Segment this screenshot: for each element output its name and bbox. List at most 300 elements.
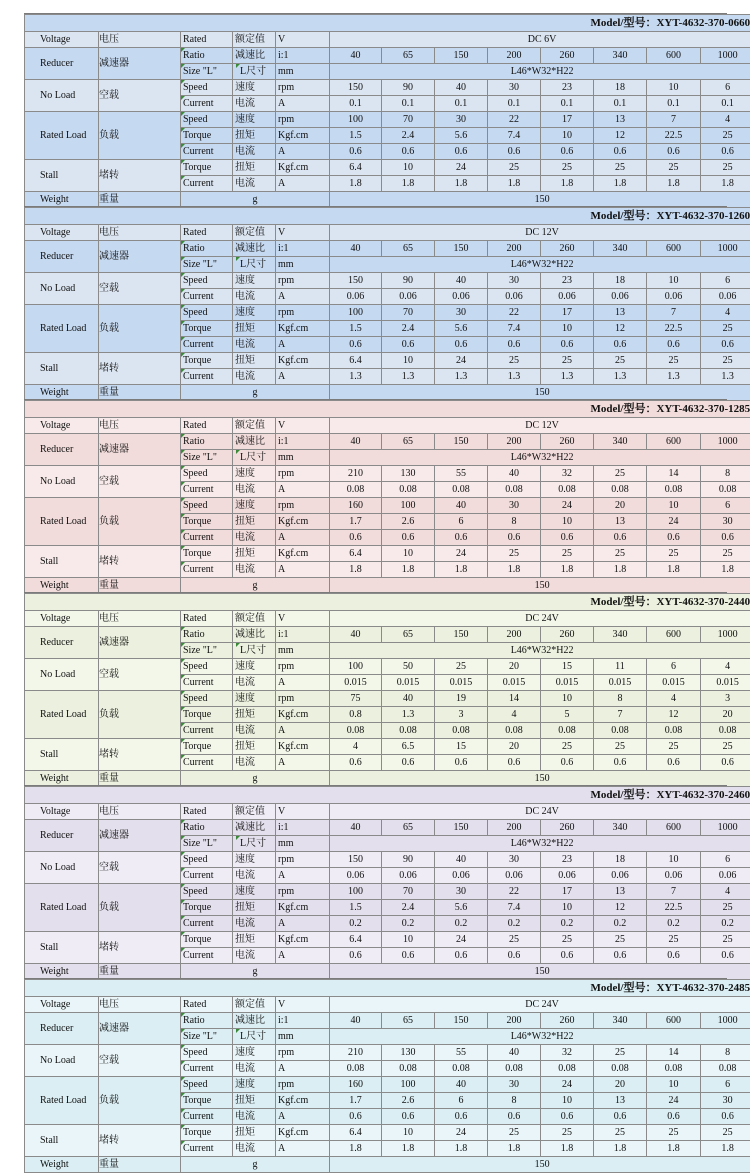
rated-current-cell: 0.08 [541, 723, 594, 739]
param-speed_param [181, 80, 233, 96]
noload-current-cell: 0.06 [541, 868, 594, 884]
unit-v: V [276, 32, 330, 48]
row-label-voltage: Voltage [25, 997, 99, 1013]
comment-marker-icon [181, 337, 185, 341]
noload-speed-cell: 40 [435, 273, 488, 289]
unit-kgfcm: Kgf.cm [276, 514, 330, 530]
stall-torque-cell: 20 [488, 739, 541, 755]
stall-torque-cell: 4 [330, 739, 382, 755]
stall-torque-cell: 10 [382, 160, 435, 176]
ratio-cell: 1000 [701, 627, 750, 643]
rated-speed-cell: 4 [647, 691, 701, 707]
unit-mm: mm [276, 257, 330, 273]
rated-current-cell: 0.08 [435, 723, 488, 739]
unit-a: A [276, 723, 330, 739]
param-speed_param [181, 1077, 233, 1093]
row-label-weight: Weight [25, 578, 99, 594]
comment-marker-icon [181, 450, 185, 454]
size-value: L46*W32*H22 [330, 450, 750, 466]
unit-a: A [276, 144, 330, 160]
rated-speed-cell: 100 [330, 305, 382, 321]
param-current_param [181, 562, 233, 578]
noload-current-cell: 0.015 [488, 675, 541, 691]
noload-speed-cell: 11 [594, 659, 647, 675]
noload-speed-cell: 55 [435, 466, 488, 482]
param-label: Current [183, 532, 214, 543]
param-label: Current [183, 918, 214, 929]
param-label: Speed [183, 854, 208, 865]
comment-marker-icon [181, 723, 185, 727]
comment-marker-icon [181, 627, 185, 631]
rated-speed-cell: 10 [647, 498, 701, 514]
comment-marker-icon [181, 932, 185, 936]
row-label-reducer-cn: 减速器 [99, 434, 181, 466]
comment-marker-icon [181, 112, 185, 116]
model-block [24, 13, 750, 207]
comment-marker-icon [181, 369, 185, 373]
param-ratio_param [181, 48, 233, 64]
stall-torque-cell: 25 [594, 160, 647, 176]
row-label-stall-cn: 堵转 [99, 1125, 181, 1157]
stall-current-cell: 1.3 [330, 369, 382, 385]
model-title: Model/型号：XYT-4632-370-1285 [25, 401, 750, 418]
unit-rpm: rpm [276, 80, 330, 96]
noload-speed-cell: 100 [330, 659, 382, 675]
rated-current-cell: 0.6 [647, 144, 701, 160]
stall-current-cell: 1.8 [382, 1141, 435, 1157]
row-label-rated: Rated Load [25, 1077, 99, 1125]
rated-speed-cell: 4 [701, 884, 750, 900]
rated-torque-cell: 25 [701, 321, 750, 337]
ratio-cell: 600 [647, 1013, 701, 1029]
unit-kgfcm: Kgf.cm [276, 739, 330, 755]
noload-speed-cell: 130 [382, 466, 435, 482]
ratio-cell: 260 [541, 1013, 594, 1029]
row-label-voltage: Voltage [25, 611, 99, 627]
row-label-voltage-cn: 电压 [99, 804, 181, 820]
param-current-cn: 电流 [233, 868, 276, 884]
ratio-cell: 600 [647, 820, 701, 836]
rated-current-cell: 0.08 [647, 723, 701, 739]
rated-speed-cell: 30 [435, 112, 488, 128]
unit-mm: mm [276, 836, 330, 852]
rated-speed-cell: 40 [435, 498, 488, 514]
param-rated-cn: 额定值 [233, 418, 276, 434]
row-label-voltage: Voltage [25, 225, 99, 241]
noload-speed-cell: 18 [594, 273, 647, 289]
rated-current-cell: 0.6 [541, 337, 594, 353]
rated-torque-cell: 6 [435, 514, 488, 530]
row-label-rated-cn: 负载 [99, 884, 181, 932]
unit-mm: mm [276, 643, 330, 659]
noload-current-cell: 0.015 [594, 675, 647, 691]
unit-mm: mm [276, 64, 330, 80]
row-label-noload-cn: 空载 [99, 659, 181, 691]
param-current-cn: 电流 [233, 530, 276, 546]
rated-torque-cell: 10 [541, 1093, 594, 1109]
row-label-reducer: Reducer [25, 820, 99, 852]
param-label: Size "L" [183, 1031, 217, 1042]
param-current-cn: 电流 [233, 289, 276, 305]
stall-current-cell: 0.6 [647, 755, 701, 771]
rated-torque-cell: 8 [488, 1093, 541, 1109]
stall-current-cell: 1.3 [382, 369, 435, 385]
stall-current-cell: 1.8 [647, 562, 701, 578]
noload-current-cell: 0.08 [435, 482, 488, 498]
unit-g: g [181, 964, 330, 980]
row-label-voltage: Voltage [25, 32, 99, 48]
row-label-reducer-cn: 减速器 [99, 820, 181, 852]
rated-torque-cell: 22.5 [647, 128, 701, 144]
param-torque_param [181, 128, 233, 144]
rated-torque-cell: 1.5 [330, 128, 382, 144]
noload-speed-cell: 40 [435, 852, 488, 868]
noload-current-cell: 0.015 [435, 675, 488, 691]
rated-speed-cell: 30 [435, 884, 488, 900]
rated-current-cell: 0.6 [382, 1109, 435, 1125]
ratio-cell: 260 [541, 434, 594, 450]
spec-table [24, 207, 750, 401]
unit-rpm: rpm [276, 466, 330, 482]
row-label-stall-cn: 堵转 [99, 353, 181, 385]
stall-current-cell: 1.8 [594, 176, 647, 192]
ratio-cell: 200 [488, 241, 541, 257]
stall-current-cell: 0.6 [382, 948, 435, 964]
rated-torque-cell: 1.3 [382, 707, 435, 723]
stall-torque-cell: 25 [594, 546, 647, 562]
row-label-noload: No Load [25, 80, 99, 112]
stall-current-cell: 1.8 [701, 176, 750, 192]
rated-speed-cell: 100 [330, 884, 382, 900]
param-label: Current [183, 1143, 214, 1154]
rated-current-cell: 0.6 [488, 337, 541, 353]
comment-marker-icon [181, 482, 185, 486]
rated-speed-cell: 70 [382, 884, 435, 900]
ratio-cell: 340 [594, 627, 647, 643]
stall-current-cell: 1.8 [701, 562, 750, 578]
param-size_param [181, 450, 233, 466]
noload-speed-cell: 15 [541, 659, 594, 675]
noload-speed-cell: 25 [594, 466, 647, 482]
param-label: Torque [183, 130, 212, 141]
rated-current-cell: 0.6 [382, 337, 435, 353]
noload-speed-cell: 6 [701, 80, 750, 96]
noload-current-cell: 0.06 [701, 289, 750, 305]
noload-speed-cell: 40 [488, 1045, 541, 1061]
param-ratio_param [181, 434, 233, 450]
param-rated-cn: 额定值 [233, 804, 276, 820]
noload-speed-cell: 90 [382, 273, 435, 289]
model-block [24, 399, 750, 593]
rated-torque-cell: 24 [647, 1093, 701, 1109]
param-label: Current [183, 291, 214, 302]
param-current-cn: 电流 [233, 562, 276, 578]
param-speed_param [181, 852, 233, 868]
unit-kgfcm: Kgf.cm [276, 353, 330, 369]
model-title: Model/型号：XYT-4632-370-2485 [25, 980, 750, 997]
comment-marker-icon [181, 884, 185, 888]
row-label-noload-cn: 空载 [99, 1045, 181, 1077]
unit-a: A [276, 948, 330, 964]
ratio-cell: 1000 [701, 1013, 750, 1029]
unit-g: g [181, 578, 330, 594]
param-label: Ratio [183, 436, 205, 447]
param-label: Ratio [183, 822, 205, 833]
param-torque_param [181, 900, 233, 916]
rated-speed-cell: 14 [488, 691, 541, 707]
rated-current-cell: 0.2 [594, 916, 647, 932]
param-label: Ratio [183, 50, 205, 61]
comment-marker-icon [181, 273, 185, 277]
noload-speed-cell: 6 [701, 852, 750, 868]
row-label-noload: No Load [25, 466, 99, 498]
rated-current-cell: 0.2 [647, 916, 701, 932]
rated-current-cell: 0.6 [541, 144, 594, 160]
param-current_param [181, 755, 233, 771]
stall-current-cell: 1.8 [541, 562, 594, 578]
rated-torque-cell: 25 [701, 900, 750, 916]
param-torque_param [181, 321, 233, 337]
model-block [24, 592, 750, 786]
comment-marker-icon [181, 514, 185, 518]
rated-current-cell: 0.6 [594, 530, 647, 546]
param-ratio-cn: 减速比 [233, 1013, 276, 1029]
ratio-cell: 260 [541, 627, 594, 643]
comment-marker-icon [181, 739, 185, 743]
row-label-weight: Weight [25, 771, 99, 787]
unit-a: A [276, 369, 330, 385]
stall-torque-cell: 25 [594, 1125, 647, 1141]
comment-marker-icon [181, 900, 185, 904]
size-value: L46*W32*H22 [330, 1029, 750, 1045]
stall-torque-cell: 6.4 [330, 353, 382, 369]
rated-speed-cell: 20 [594, 498, 647, 514]
noload-speed-cell: 6 [701, 273, 750, 289]
comment-marker-icon [181, 241, 185, 245]
row-label-rated-cn: 负载 [99, 1077, 181, 1125]
unit-rpm: rpm [276, 498, 330, 514]
param-rated-cn: 额定值 [233, 225, 276, 241]
stall-torque-cell: 6.4 [330, 546, 382, 562]
rated-current-cell: 0.08 [382, 723, 435, 739]
param-current-cn: 电流 [233, 482, 276, 498]
param-torque-cn: 扭矩 [233, 707, 276, 723]
param-torque-cn: 扭矩 [233, 932, 276, 948]
param-ratio-cn: 减速比 [233, 48, 276, 64]
unit-kgfcm: Kgf.cm [276, 900, 330, 916]
comment-marker-icon [181, 530, 185, 534]
row-label-stall: Stall [25, 353, 99, 385]
stall-torque-cell: 25 [541, 1125, 594, 1141]
stall-current-cell: 0.6 [701, 755, 750, 771]
noload-current-cell: 0.06 [701, 868, 750, 884]
rated-torque-cell: 10 [541, 321, 594, 337]
rated-current-cell: 0.2 [382, 916, 435, 932]
row-label-reducer: Reducer [25, 241, 99, 273]
rated-current-cell: 0.6 [541, 1109, 594, 1125]
param-label: Speed [183, 468, 208, 479]
stall-torque-cell: 25 [541, 546, 594, 562]
row-label-weight: Weight [25, 192, 99, 208]
spec-table [24, 979, 750, 1173]
row-label-stall-cn: 堵转 [99, 546, 181, 578]
ratio-cell: 150 [435, 434, 488, 450]
rated-speed-cell: 17 [541, 884, 594, 900]
noload-speed-cell: 4 [701, 659, 750, 675]
unit-ratio: i:1 [276, 434, 330, 450]
rated-current-cell: 0.6 [594, 337, 647, 353]
param-label: Current [183, 371, 214, 382]
param-current_param [181, 868, 233, 884]
row-label-weight-cn: 重量 [99, 578, 181, 594]
stall-torque-cell: 25 [701, 932, 750, 948]
param-torque-cn: 扭矩 [233, 546, 276, 562]
rated-torque-cell: 6 [435, 1093, 488, 1109]
param-speed_param [181, 884, 233, 900]
param-current-cn: 电流 [233, 723, 276, 739]
rated-speed-cell: 100 [382, 1077, 435, 1093]
stall-current-cell: 0.6 [594, 948, 647, 964]
unit-kgfcm: Kgf.cm [276, 707, 330, 723]
rated-current-cell: 0.2 [541, 916, 594, 932]
rated-torque-cell: 2.6 [382, 514, 435, 530]
rated-torque-cell: 5.6 [435, 900, 488, 916]
param-label: Speed [183, 500, 208, 511]
row-label-rated-cn: 负载 [99, 691, 181, 739]
param-speed_param [181, 1045, 233, 1061]
model-title: Model/型号：XYT-4632-370-2440 [25, 594, 750, 611]
noload-speed-cell: 210 [330, 1045, 382, 1061]
param-label: Current [183, 725, 214, 736]
param-speed-cn: 速度 [233, 852, 276, 868]
noload-speed-cell: 30 [488, 852, 541, 868]
noload-current-cell: 0.06 [647, 289, 701, 305]
comment-marker-icon [181, 1109, 185, 1113]
unit-a: A [276, 675, 330, 691]
unit-kgfcm: Kgf.cm [276, 321, 330, 337]
param-speed-cn: 速度 [233, 273, 276, 289]
param-size-cn [233, 450, 276, 466]
stall-current-cell: 0.6 [488, 755, 541, 771]
unit-a: A [276, 482, 330, 498]
param-torque_param [181, 514, 233, 530]
param-label: Current [183, 757, 214, 768]
stall-torque-cell: 25 [701, 353, 750, 369]
row-label-stall: Stall [25, 546, 99, 578]
param-label: Size "L" [183, 66, 217, 77]
param-label: Current [183, 178, 214, 189]
param-ratio-cn: 减速比 [233, 627, 276, 643]
rated-current-cell: 0.08 [594, 723, 647, 739]
noload-speed-cell: 32 [541, 1045, 594, 1061]
rated-current-cell: 0.08 [488, 723, 541, 739]
param-label: L尺寸 [240, 259, 267, 270]
ratio-cell: 65 [382, 1013, 435, 1029]
unit-a: A [276, 289, 330, 305]
ratio-cell: 340 [594, 48, 647, 64]
stall-current-cell: 0.6 [594, 755, 647, 771]
row-label-stall: Stall [25, 1125, 99, 1157]
voltage-value: DC 24V [330, 611, 750, 627]
stall-torque-cell: 25 [541, 739, 594, 755]
param-label: L尺寸 [240, 838, 267, 849]
noload-speed-cell: 20 [488, 659, 541, 675]
noload-speed-cell: 90 [382, 80, 435, 96]
stall-current-cell: 0.6 [541, 948, 594, 964]
param-label: Torque [183, 323, 212, 334]
unit-rpm: rpm [276, 305, 330, 321]
ratio-cell: 200 [488, 434, 541, 450]
param-current_param [181, 369, 233, 385]
param-current-cn: 电流 [233, 144, 276, 160]
rated-torque-cell: 12 [594, 128, 647, 144]
noload-current-cell: 0.015 [647, 675, 701, 691]
param-current-cn: 电流 [233, 369, 276, 385]
rated-speed-cell: 100 [382, 498, 435, 514]
param-label: Torque [183, 355, 212, 366]
stall-current-cell: 0.6 [330, 755, 382, 771]
param-label: L尺寸 [240, 1031, 267, 1042]
noload-speed-cell: 6 [647, 659, 701, 675]
rated-current-cell: 0.6 [382, 530, 435, 546]
unit-kgfcm: Kgf.cm [276, 128, 330, 144]
stall-torque-cell: 10 [382, 353, 435, 369]
comment-marker-icon [181, 1141, 185, 1145]
noload-current-cell: 0.08 [701, 482, 750, 498]
ratio-cell: 600 [647, 627, 701, 643]
param-label: Size "L" [183, 838, 217, 849]
rated-torque-cell: 1.7 [330, 514, 382, 530]
rated-current-cell: 0.6 [382, 144, 435, 160]
rated-torque-cell: 2.4 [382, 128, 435, 144]
ratio-cell: 260 [541, 820, 594, 836]
comment-marker-icon [181, 289, 185, 293]
rated-current-cell: 0.6 [647, 530, 701, 546]
param-speed_param [181, 305, 233, 321]
param-torque-cn: 扭矩 [233, 900, 276, 916]
model-title: Model/型号：XYT-4632-370-1260 [25, 208, 750, 225]
noload-current-cell: 0.1 [594, 96, 647, 112]
rated-current-cell: 0.6 [330, 530, 382, 546]
unit-ratio: i:1 [276, 241, 330, 257]
comment-marker-icon [181, 659, 185, 663]
noload-current-cell: 0.08 [594, 482, 647, 498]
stall-current-cell: 1.8 [541, 176, 594, 192]
unit-a: A [276, 916, 330, 932]
unit-kgfcm: Kgf.cm [276, 160, 330, 176]
rated-speed-cell: 13 [594, 884, 647, 900]
comment-marker-icon [181, 305, 185, 309]
ratio-cell: 340 [594, 241, 647, 257]
param-current_param [181, 916, 233, 932]
param-torque-cn: 扭矩 [233, 1093, 276, 1109]
param-size-cn [233, 643, 276, 659]
rated-torque-cell: 7 [594, 707, 647, 723]
stall-current-cell: 1.8 [594, 1141, 647, 1157]
spec-table [24, 400, 750, 594]
ratio-cell: 600 [647, 48, 701, 64]
rated-current-cell: 0.6 [435, 530, 488, 546]
noload-current-cell: 0.08 [382, 1061, 435, 1077]
param-label: Current [183, 950, 214, 961]
comment-marker-icon [181, 160, 185, 164]
noload-speed-cell: 10 [647, 852, 701, 868]
ratio-cell: 200 [488, 1013, 541, 1029]
param-label: Torque [183, 741, 212, 752]
unit-rpm: rpm [276, 852, 330, 868]
comment-marker-icon [181, 1061, 185, 1065]
param-label: Torque [183, 902, 212, 913]
